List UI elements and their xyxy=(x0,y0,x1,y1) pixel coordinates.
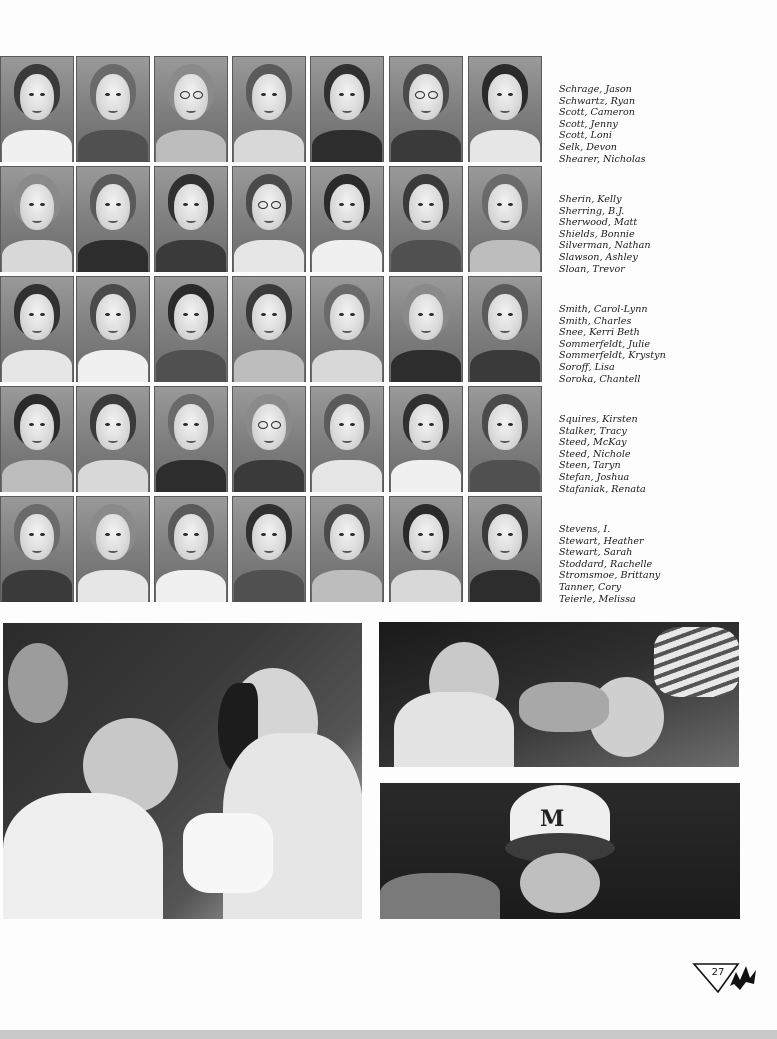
portrait-row xyxy=(0,276,548,384)
student-portrait xyxy=(389,56,463,162)
student-name: Stoddard, Rachelle xyxy=(559,558,653,570)
name-list-5 xyxy=(559,524,759,605)
student-name: Slawson, Ashley xyxy=(559,251,638,263)
name-list-1 xyxy=(559,84,759,165)
student-portrait xyxy=(0,276,74,382)
student-portrait xyxy=(468,56,542,162)
student-name: Steed, McKay xyxy=(559,437,627,449)
student-name: Scott, Loni xyxy=(559,130,612,142)
student-portrait xyxy=(154,56,228,162)
student-name: Stalker, Tracy xyxy=(559,425,627,437)
student-portrait xyxy=(154,496,228,602)
student-name: Soroka, Chantell xyxy=(559,373,641,385)
student-portrait xyxy=(0,386,74,492)
student-name: Sherin, Kelly xyxy=(559,194,622,205)
student-portrait xyxy=(232,386,306,492)
student-portrait xyxy=(76,386,150,492)
student-portrait xyxy=(154,166,228,272)
student-name: Shields, Bonnie xyxy=(559,228,635,240)
student-name: Sommerfeldt, Julie xyxy=(559,338,651,350)
name-list-4 xyxy=(559,414,759,495)
page-number: 27 xyxy=(711,967,725,978)
student-portrait xyxy=(232,166,306,272)
student-name: Tanner, Cory xyxy=(559,581,622,593)
student-name: Schrage, Jason xyxy=(559,84,632,95)
student-portrait xyxy=(0,496,74,602)
name-list-2 xyxy=(559,194,759,275)
student-portrait xyxy=(310,276,384,382)
student-portrait xyxy=(76,496,150,602)
student-portrait xyxy=(0,166,74,272)
student-portrait xyxy=(468,496,542,602)
student-name: Smith, Carol-Lynn xyxy=(559,304,648,315)
student-portrait xyxy=(310,496,384,602)
portrait-row xyxy=(0,386,548,494)
student-portrait xyxy=(232,56,306,162)
page-edge xyxy=(0,1030,777,1039)
student-portrait xyxy=(310,166,384,272)
student-name: Snee, Kerri Beth xyxy=(559,327,640,339)
portrait-row xyxy=(0,496,548,604)
student-name: Steen, Taryn xyxy=(559,460,621,472)
student-name: Shearer, Nicholas xyxy=(559,153,646,165)
student-name: Selk, Devon xyxy=(559,141,617,153)
student-name: Stromsmoe, Brittany xyxy=(559,570,661,582)
student-portrait xyxy=(76,276,150,382)
student-name: Squires, Kirsten xyxy=(559,414,638,425)
student-name: Stewart, Heather xyxy=(559,535,644,547)
student-name: Soroff, Lisa xyxy=(559,361,615,373)
student-portrait xyxy=(76,56,150,162)
student-name: Stevens, I. xyxy=(559,524,611,535)
student-name: Steed, Nichole xyxy=(559,448,631,460)
student-name: Scott, Cameron xyxy=(559,107,635,119)
student-name: Silverman, Nathan xyxy=(559,240,651,252)
student-name: Sherring, B.J. xyxy=(559,205,625,217)
student-portrait xyxy=(232,276,306,382)
student-portrait xyxy=(0,56,74,162)
student-portrait xyxy=(310,56,384,162)
portrait-row xyxy=(0,56,548,164)
name-list-3 xyxy=(559,304,759,385)
student-name: Schwartz, Ryan xyxy=(559,95,636,107)
student-name: Sherwood, Matt xyxy=(559,217,638,229)
student-name: Sloan, Trevor xyxy=(559,263,625,275)
cap-letter: M xyxy=(540,806,565,832)
student-portrait xyxy=(468,166,542,272)
student-name: Scott, Jenny xyxy=(559,118,618,130)
student-portrait xyxy=(154,276,228,382)
student-name: Stefan, Joshua xyxy=(559,471,630,483)
student-portrait xyxy=(468,386,542,492)
portrait-row xyxy=(0,166,548,274)
student-portrait xyxy=(468,276,542,382)
student-name: Stewart, Sarah xyxy=(559,547,633,559)
student-portrait xyxy=(389,276,463,382)
candid-photo-cafeteria-friends xyxy=(3,623,362,919)
page-folio-emblem xyxy=(692,960,762,996)
student-portrait xyxy=(154,386,228,492)
student-portrait xyxy=(389,386,463,492)
student-portrait xyxy=(76,166,150,272)
student-name: Smith, Charles xyxy=(559,315,632,327)
student-name: Stafaniak, Renata xyxy=(559,483,646,495)
student-portrait xyxy=(389,496,463,602)
candid-photo-table-smiles xyxy=(379,622,739,767)
student-name: Sommerfeldt, Krystyn xyxy=(559,350,666,362)
candid-photo-cap-drink xyxy=(380,783,740,919)
student-portrait xyxy=(389,166,463,272)
student-portrait xyxy=(310,386,384,492)
student-name: Teierle, Melissa xyxy=(559,593,636,605)
student-portrait xyxy=(232,496,306,602)
